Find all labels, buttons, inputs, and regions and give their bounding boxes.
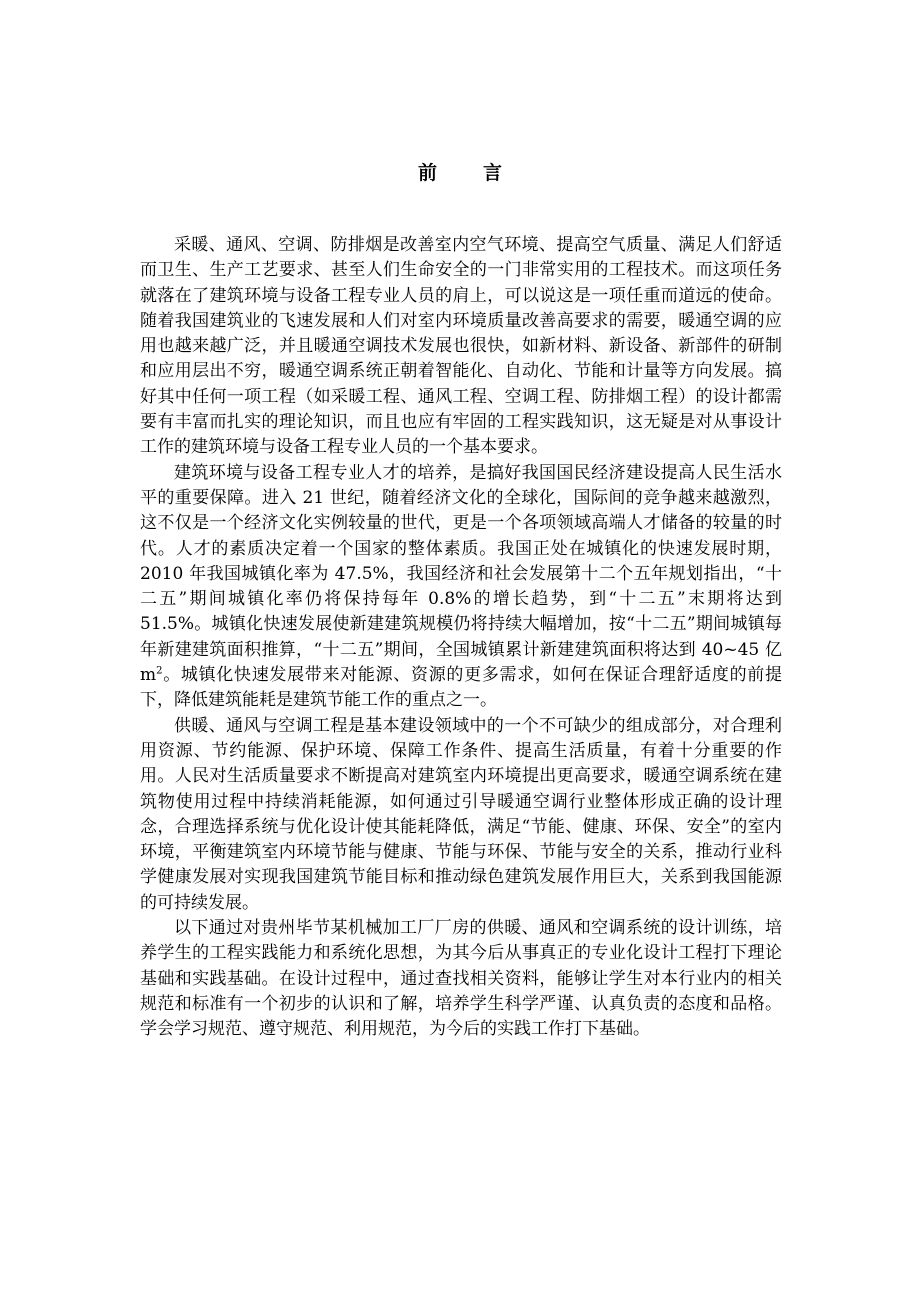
title-char-1: 前	[417, 162, 437, 184]
paragraph-2	[140, 461, 782, 714]
body-text	[140, 233, 782, 1043]
paragraph-2-main: 建筑环境与设备工程专业人才的培养，是搞好我国国民经济建设提高人民生活水平的重要保障。进入 21 世纪，随着经济文化的全球化，国际间的竞争越来越激烈，这不仅是一个经济文化实例较量的世代，更是一个各项领域高端人才储备的较量的时代。人才的素质决定着一个国家的整体素质。我国正处在城镇化的快速发展时期，2010 年我国城镇化率为 47.5%，我国经济和社会发展第十二个五年规划指出，“十二五”期间城镇化率仍将保持每年 0.8%的增长趋势，到“十二五”末期将达到 51.5%。城镇化快速发展使新建建筑规模仍将持续大幅增加，按“十二五”期间城镇每年新建建筑面积推算，“十二五”期间，全国城镇累计新建建筑面积将达到 40~45 亿 m	[140, 462, 782, 686]
paragraph-2-tail: 。城镇化快速发展带来对能源、资源的更多需求，如何在保证合理舒适度的前提下，降低建筑能耗是建筑节能工作的重点之一。	[140, 665, 782, 711]
paragraph-4: 以下通过对贵州毕节某机械加工厂厂房的供暖、通风和空调系统的设计训练，培养学生的工程实践能力和系统化思想，为其今后从事真正的专业化设计工程打下理论基础和实践基础。在设计过程中，通过查找相关资料，能够让学生对本行业内的相关规范和标准有一个初步的认识和了解，培养学生科学严谨、认真负责的态度和品格。学会学习规范、遵守规范、利用规范，为今后的实践工作打下基础。	[140, 918, 782, 1040]
title-char-2: 言	[483, 162, 503, 184]
page-title	[0, 158, 920, 185]
paragraph-1: 采暖、通风、空调、防排烟是改善室内空气环境、提高空气质量、满足人们舒适而卫生、生产工艺要求、甚至人们生命安全的一门非常实用的工程技术。而这项任务就落在了建筑环境与设备工程专业人员的肩上，可以说这是一项任重而道远的使命。随着我国建筑业的飞速发展和人们对室内环境质量改善高要求的需要，暖通空调的应用也越来越广泛，并且暖通空调技术发展也很快，如新材料、新设备、新部件的研制和应用层出不穷，暖通空调系统正朝着智能化、自动化、节能和计量等方向发展。搞好其中任何一项工程（如采暖工程、通风工程、空调工程、防排烟工程）的设计都需要有丰富而扎实的理论知识，而且也应有牢固的工程实践知识，这无疑是对从事设计工作的建筑环境与设备工程专业人员的一个基本要求。	[140, 235, 782, 458]
paragraph-3: 供暖、通风与空调工程是基本建设领域中的一个不可缺少的组成部分，对合理利用资源、节约能源、保护环境、保障工作条件、提高生活质量，有着十分重要的作用。人民对生活质量要求不断提高对建筑室内环境提出更高要求，暖通空调系统在建筑物使用过程中持续消耗能源，如何通过引导暖通空调行业整体形成正确的设计理念，合理选择系统与优化设计使其能耗降低，满足“节能、健康、环保、安全”的室内环境，平衡建筑室内环境节能与健康、节能与环保、节能与安全的关系，推动行业科学健康发展对实现我国建筑节能目标和推动绿色建筑发展作用巨大，关系到我国能源的可持续发展。	[140, 715, 782, 913]
superscript-2: 2	[156, 665, 163, 677]
